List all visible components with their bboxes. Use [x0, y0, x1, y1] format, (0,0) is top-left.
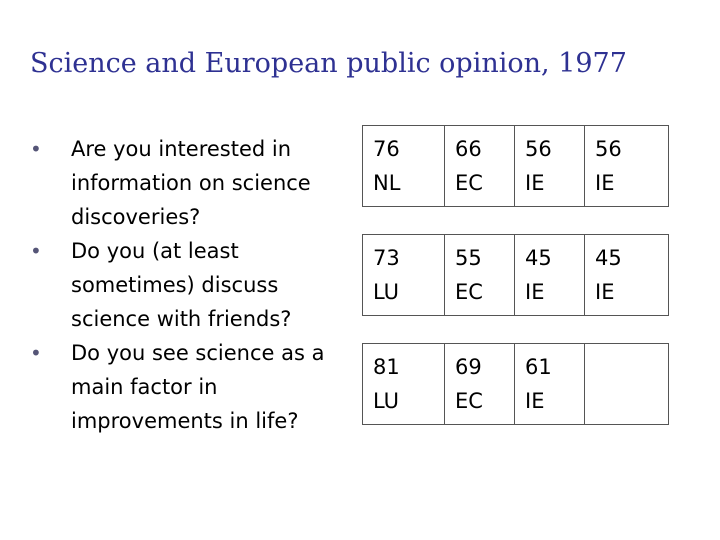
table-cell: [363, 235, 445, 316]
cell-code: IE: [595, 171, 615, 195]
cell-code: IE: [525, 171, 545, 195]
cell-code: EC: [455, 280, 483, 304]
table-cell: [585, 126, 669, 207]
cell-value: 56: [525, 137, 552, 161]
spacer-cell: [585, 316, 669, 344]
cell-value: 56: [595, 137, 622, 161]
spacer-cell: [515, 207, 585, 235]
table-row: [363, 126, 669, 207]
question-text: Are you interested in information on science discoveries?: [71, 137, 311, 229]
spacer-cell: [363, 316, 445, 344]
cell-value: 45: [525, 246, 552, 270]
table-cell: [515, 235, 585, 316]
bullet-icon: •: [30, 137, 42, 161]
table-row: [363, 344, 669, 425]
slide-title: Science and European public opinion, 1977: [30, 48, 627, 79]
table-cell: [585, 344, 669, 425]
cell-code: IE: [595, 280, 615, 304]
table-row: [363, 235, 669, 316]
spacer-cell: [445, 207, 515, 235]
spacer-cell: [515, 316, 585, 344]
cell-code: LU: [373, 389, 400, 413]
cell-code: EC: [455, 171, 483, 195]
cell-value: 69: [455, 355, 482, 379]
cell-code: IE: [525, 389, 545, 413]
cell-value: 55: [455, 246, 482, 270]
question-item-improvement: [30, 336, 350, 438]
cell-value: 73: [373, 246, 400, 270]
question-item-discuss: [30, 234, 350, 336]
cell-value: 76: [373, 137, 400, 161]
question-text: Do you (at least sometimes) discuss science with friends?: [71, 239, 292, 331]
spacer-cell: [445, 316, 515, 344]
cell-code: IE: [525, 280, 545, 304]
table-cell: [363, 126, 445, 207]
cell-code: LU: [373, 280, 400, 304]
question-list: [30, 132, 350, 438]
table-cell: [515, 344, 585, 425]
table-cell: [445, 344, 515, 425]
table-cell: [445, 126, 515, 207]
cell-value: 61: [525, 355, 552, 379]
table-spacer: [363, 207, 669, 235]
spacer-cell: [363, 207, 445, 235]
cell-code: EC: [455, 389, 483, 413]
table-cell: [585, 235, 669, 316]
question-item-interest: [30, 132, 350, 234]
cell-value: 66: [455, 137, 482, 161]
results-table: [362, 125, 669, 425]
cell-value: 81: [373, 355, 400, 379]
spacer-cell: [585, 207, 669, 235]
cell-code: NL: [373, 171, 401, 195]
table-cell: [363, 344, 445, 425]
bullet-icon: •: [30, 341, 42, 365]
table-cell: [445, 235, 515, 316]
bullet-icon: •: [30, 239, 42, 263]
table-spacer: [363, 316, 669, 344]
table-cell: [515, 126, 585, 207]
cell-value: 45: [595, 246, 622, 270]
question-text: Do you see science as a main factor in improvements in life?: [71, 341, 325, 433]
